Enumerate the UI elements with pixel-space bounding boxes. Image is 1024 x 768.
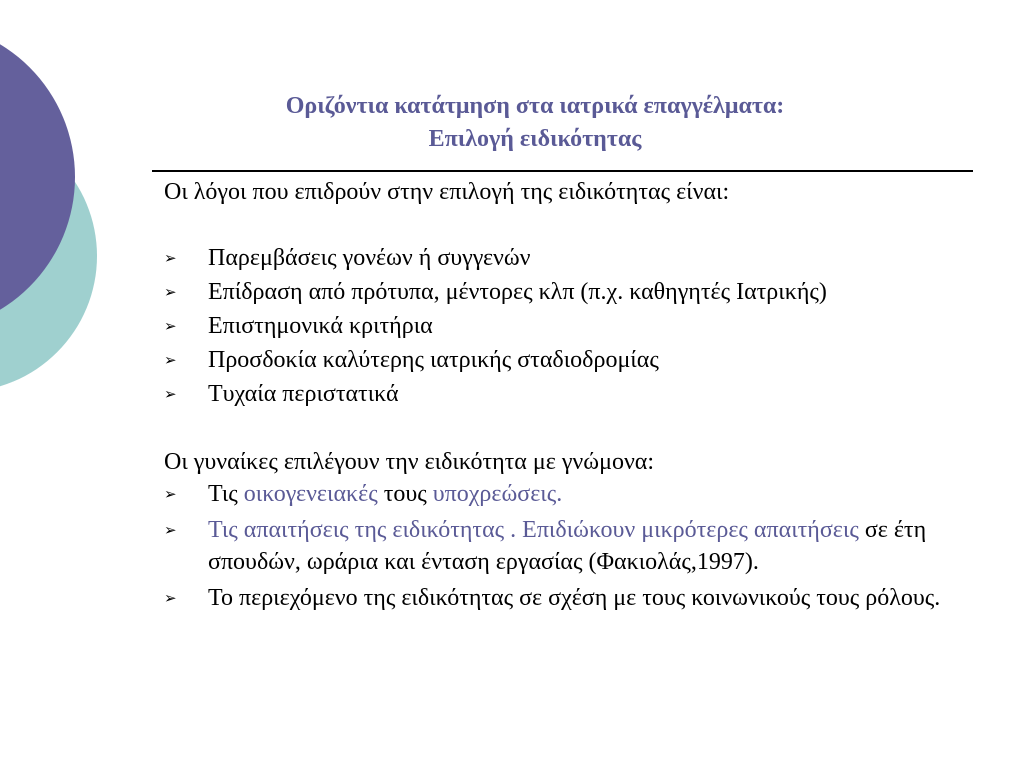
title-divider bbox=[152, 170, 973, 172]
arrowhead-bullet-icon: ➢ bbox=[164, 521, 177, 539]
list-item-text: Προσδοκία καλύτερης ιατρικής σταδιοδρομίας bbox=[208, 347, 659, 373]
list-item bbox=[164, 276, 964, 308]
list-item bbox=[164, 514, 964, 578]
list-item-text: Τυχαία περιστατικά bbox=[208, 381, 399, 407]
list-item bbox=[164, 378, 964, 410]
arrowhead-bullet-icon: ➢ bbox=[164, 485, 177, 503]
arrowhead-bullet-icon: ➢ bbox=[164, 317, 177, 335]
arrowhead-bullet-icon: ➢ bbox=[164, 589, 177, 607]
slide-body bbox=[164, 176, 964, 618]
list-item bbox=[164, 242, 964, 274]
list-item-text: Το περιεχόμενο της ειδικότητας σε σχέση με τους κοινωνικούς τους ρόλους. bbox=[208, 585, 941, 611]
arrowhead-bullet-icon: ➢ bbox=[164, 249, 177, 267]
item1-part-a: Τις bbox=[208, 481, 244, 507]
list-item-text: Επιστημονικά κριτήρια bbox=[208, 313, 433, 339]
arrowhead-bullet-icon: ➢ bbox=[164, 283, 177, 301]
spacer bbox=[164, 208, 964, 242]
item1-part-c: τους bbox=[377, 481, 433, 507]
item2-part-a: Τις απαιτήσεις της ειδικότητας . Επιδιώκουν μικρότερες απαιτήσεις bbox=[208, 517, 859, 543]
section2-intro: Οι γυναίκες επιλέγουν την ειδικότητα με γνώμονα: bbox=[164, 449, 655, 475]
reasons-list bbox=[164, 242, 964, 410]
item1-part-d: υποχρεώσεις. bbox=[432, 481, 563, 507]
arrowhead-bullet-icon: ➢ bbox=[164, 351, 177, 369]
arrowhead-bullet-icon: ➢ bbox=[164, 385, 177, 403]
slide-title bbox=[150, 90, 920, 156]
list-item-text: Παρεμβάσεις γονέων ή συγγενών bbox=[208, 245, 531, 271]
list-item bbox=[164, 478, 964, 510]
list-item bbox=[164, 344, 964, 376]
section1-intro: Οι λόγοι που επιδρούν στην επιλογή της ειδικότητας είναι: bbox=[164, 179, 730, 205]
item2-part-b: σε έτη σπουδών, ωράρια και ένταση εργασίας (Φακιολάς,1997). bbox=[208, 517, 927, 575]
title-line-2: Επιλογή ειδικότητας bbox=[428, 126, 642, 152]
title-line-1: Οριζόντια κατάτμηση στα ιατρικά επαγγέλματα: bbox=[285, 93, 785, 119]
women-criteria-list bbox=[164, 478, 964, 614]
list-item bbox=[164, 582, 964, 614]
list-item-text: Επίδραση από πρότυπα, μέντορες κλπ (π.χ. καθηγητές Ιατρικής) bbox=[208, 279, 827, 305]
item1-part-b: οικογενειακές bbox=[243, 481, 378, 507]
spacer bbox=[164, 412, 964, 446]
list-item bbox=[164, 310, 964, 342]
